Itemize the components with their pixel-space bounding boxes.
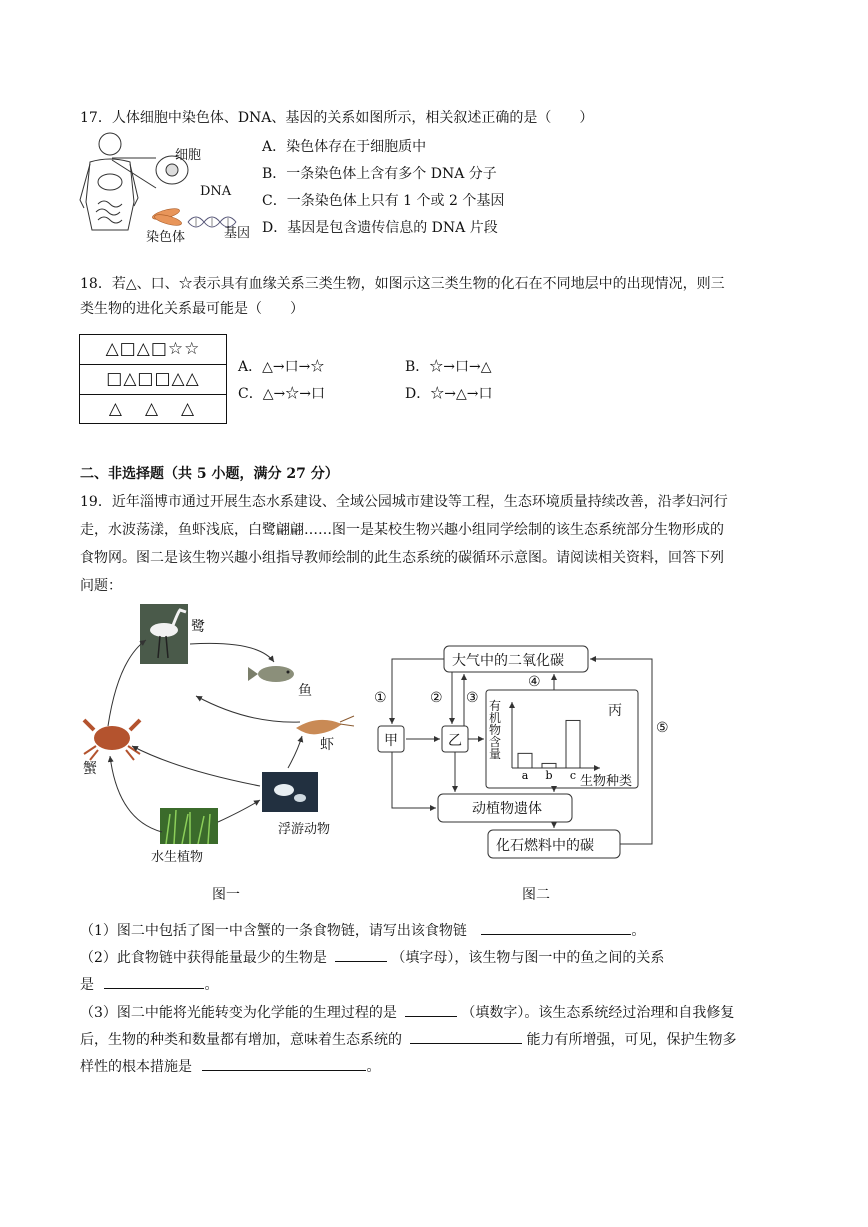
q19-sub1 xyxy=(80,920,790,941)
q19-sub1-end: 。 xyxy=(631,923,646,939)
q19-sub3-text-b: （填数字）。该生态系统经过治理和自我修复 xyxy=(461,1005,735,1021)
label-crab: 蟹 xyxy=(83,761,97,777)
bar-label-b: b xyxy=(545,769,553,782)
stratum-bottom: △ △ △ xyxy=(108,399,198,419)
q19-sub3-text-a: （3）图二中能将光能转变为化学能的生理过程的是 xyxy=(80,1005,397,1021)
bar-a xyxy=(518,753,532,768)
label-process-5: ⑤ xyxy=(656,720,669,736)
label-egret: 鹭 xyxy=(191,619,205,635)
q19-sub3-blank-3[interactable] xyxy=(202,1056,366,1071)
q19-sub3-text-c: 后，生物的种类和数量都有增加，意味着生态系统的 xyxy=(80,1032,402,1048)
q17-option-a: A．染色体存在于细胞质中 xyxy=(262,139,427,155)
q17-option-c: C．一条染色体上只有 1 个或 2 个基因 xyxy=(262,193,505,209)
q19-sub1-blank[interactable] xyxy=(481,920,631,935)
label-process-4: ④ xyxy=(528,674,541,690)
fish-image xyxy=(248,666,294,682)
q18-stem-line2: 类生物的进化关系最可能是（ ） xyxy=(80,301,304,317)
q19-sub2-blank-2[interactable] xyxy=(104,974,204,989)
label-chromosome: 染色体 xyxy=(146,230,186,245)
bar-label-c: c xyxy=(569,769,577,782)
q19-sub2-text-a: （2）此食物链中获得能量最少的生物是 xyxy=(80,950,327,966)
q19-sub2 xyxy=(80,947,790,968)
q17-option-d: D．基因是包含遗传信息的 DNA 片段 xyxy=(262,220,498,236)
label-dna: DNA xyxy=(200,184,232,199)
q18-option-a: A．△→口→☆ xyxy=(238,359,325,375)
label-process-1: ① xyxy=(374,690,387,706)
q19-sub3-cont1 xyxy=(80,1029,790,1050)
q19-sub3-end: 。 xyxy=(366,1059,381,1075)
bar-c xyxy=(566,720,580,768)
section2-heading: 二、非选择题（共 5 小题，满分 27 分） xyxy=(80,466,339,482)
label-remains: 动植物遗体 xyxy=(472,801,542,817)
label-jia: 甲 xyxy=(384,733,398,749)
label-bing: 丙 xyxy=(608,703,622,719)
bar-b xyxy=(542,763,556,768)
plankton-image xyxy=(262,772,318,812)
label-fossil-carbon: 化石燃料中的碳 xyxy=(496,838,594,854)
label-process-2: ② xyxy=(430,690,443,706)
q19-sub3-text-d: 能力有所增强，可见，保护生物多 xyxy=(526,1032,737,1048)
bar-label-a: a xyxy=(521,769,529,782)
q19-line4: 问题： xyxy=(80,578,122,594)
label-plankton: 浮游动物 xyxy=(278,822,331,837)
stratum-middle: □△□□△△ xyxy=(80,365,226,395)
q19-line3: 食物网。图二是该生物兴趣小组指导教师绘制的此生态系统的碳循环示意图。请阅读相关资料，回答下列 xyxy=(80,550,724,566)
q18-option-b: B．☆→口→△ xyxy=(405,359,492,375)
label-process-3: ③ xyxy=(466,690,479,706)
bing-chart-ylabel: 有机物含量 xyxy=(489,699,502,761)
figure1-caption: 图一 xyxy=(212,887,240,903)
q17-option-b: B．一条染色体上含有多个 DNA 分子 xyxy=(262,166,497,182)
label-fish: 鱼 xyxy=(298,683,312,699)
q19-sub2-end: 。 xyxy=(204,977,219,993)
q19-line2: 走，水波荡漾，鱼虾浅底，白鹭翩翩……图一是某校生物兴趣小组同学绘制的该生态系统部分生物形成的 xyxy=(80,522,724,538)
figure2-caption: 图二 xyxy=(522,887,550,903)
q18-stem-line1: 18．若△、口、☆表示具有血缘关系三类生物，如图示这三类生物的化石在不同地层中的出现情况，则三 xyxy=(80,276,725,292)
q17-stem: 17．人体细胞中染色体、DNA、基因的关系如图所示，相关叙述正确的是（ ） xyxy=(80,110,594,126)
label-aquatic-plant: 水生植物 xyxy=(151,850,204,865)
strata-table xyxy=(79,334,227,424)
q19-sub3 xyxy=(80,1002,790,1023)
q19-line1: 19．近年淄博市通过开展生态水系建设、全域公园城市建设等工程，生态环境质量持续改善，沿孝妇河行 xyxy=(80,494,728,510)
q18-option-d: D．☆→△→口 xyxy=(405,386,493,402)
q19-sub3-blank-1[interactable] xyxy=(405,1002,457,1017)
shrimp-image xyxy=(296,716,354,734)
label-cell: 细胞 xyxy=(175,148,202,163)
stratum-top: △□△□☆☆ xyxy=(80,335,226,365)
q19-sub3-blank-2[interactable] xyxy=(410,1029,522,1044)
label-yi: 乙 xyxy=(448,733,462,749)
label-atmosphere-co2: 大气中的二氧化碳 xyxy=(452,653,564,669)
q19-sub3-cont2 xyxy=(80,1056,790,1077)
label-gene: 基因 xyxy=(224,226,251,241)
egret-image xyxy=(140,604,188,664)
q19-sub2-text-b: （填字母），该生物与图一中的鱼之间的关系 xyxy=(391,950,665,966)
q19-sub1-text: （1）图二中包括了图一中含蟹的一条食物链，请写出该食物链 xyxy=(80,923,467,939)
q19-sub3-text-e: 样性的根本措施是 xyxy=(80,1059,192,1075)
q19-sub2-blank-1[interactable] xyxy=(335,947,387,962)
aquatic-plant-image xyxy=(160,808,218,844)
q19-sub2-cont xyxy=(80,974,790,995)
label-shrimp: 虾 xyxy=(320,737,334,753)
q18-option-c: C．△→☆→口 xyxy=(238,386,325,402)
crab-image xyxy=(84,720,140,760)
bing-chart-xlabel: 生物种类 xyxy=(580,774,633,789)
q19-sub2-text-c: 是 xyxy=(80,977,94,993)
